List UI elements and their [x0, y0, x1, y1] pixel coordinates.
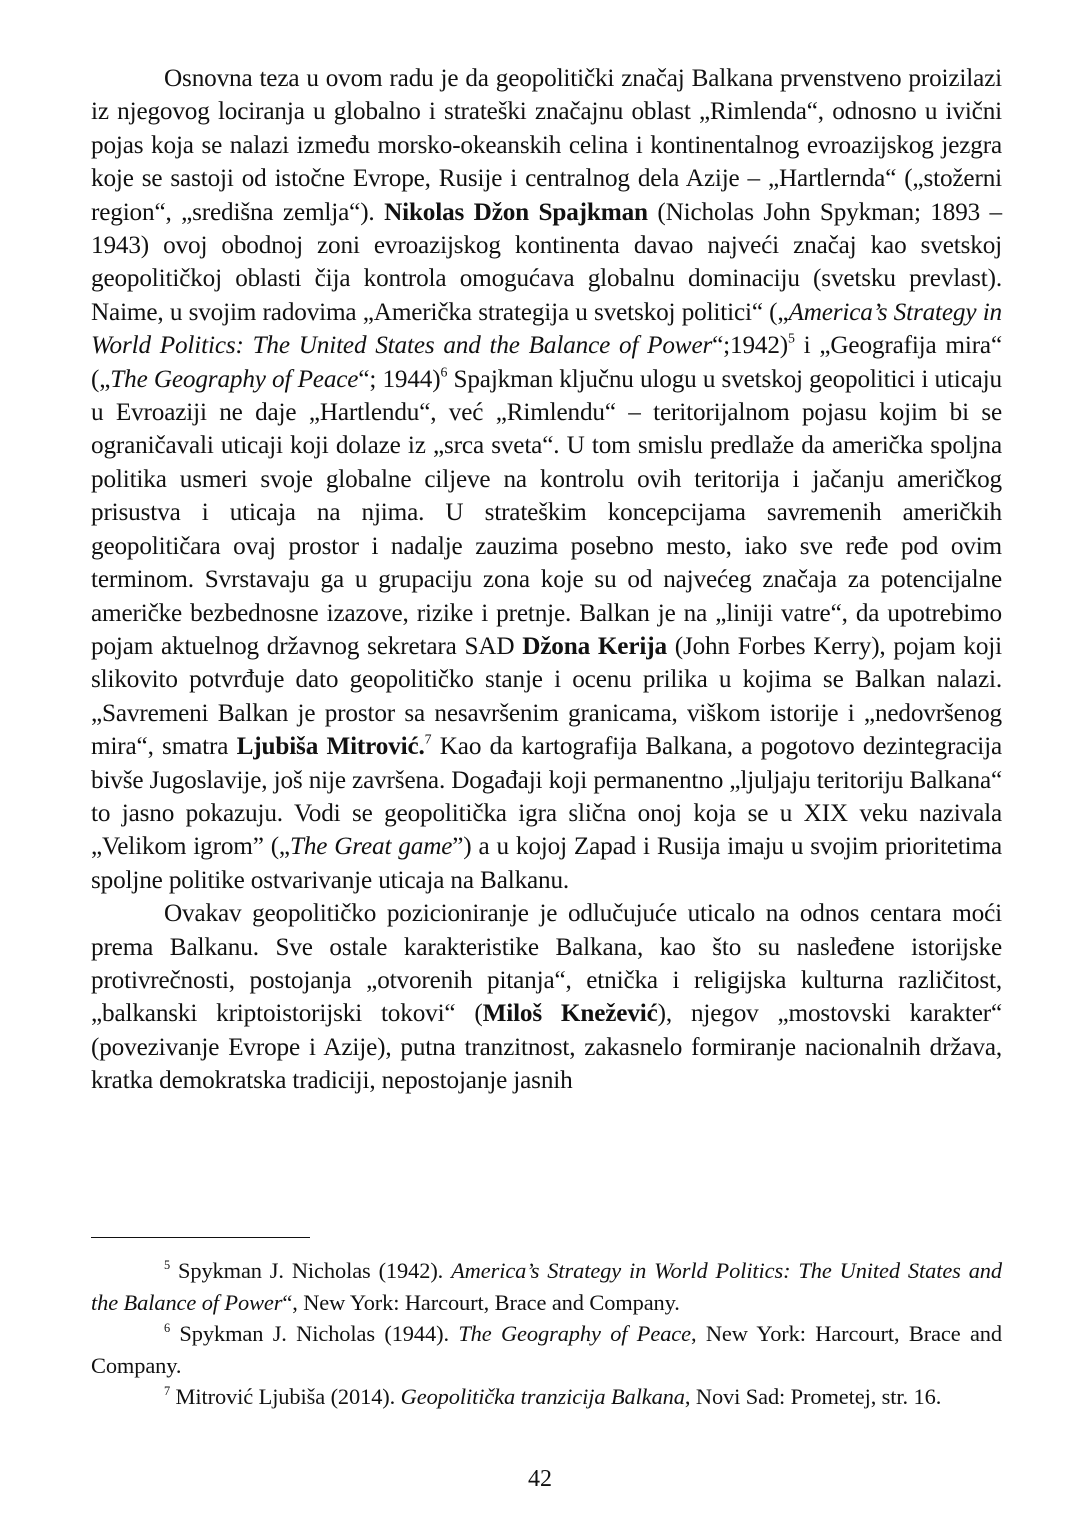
- bold-name: Miloš Knežević: [482, 1000, 658, 1028]
- footnote: [91, 1318, 1002, 1381]
- footnote: [91, 1381, 1002, 1413]
- text-run: Spajkman ključnu ulogu u svetskoj geopolitici i uticaju u Evroaziji ne daje „Hartlendu“, već „Rimlendu“ – teritorijalnom pojasu kojim bi se ograničavali uticaji koji dolaze iz „srca sveta“. U tom smislu predlaže da američka spoljna politika usmeri svoje globalne ciljeve na kontrolu ovih teritorija i jačanju američkog prisustva i uticaja na njima. U strateškim koncepcijama savremenih američkih geopolitičara ovaj prostor i nadalje zauzima posebno mesto, iako sve ređe pod ovim terminom. Svrstavaju ga u grupaciju zona koje su od najvećeg značaja za potencijalne američke bezbednosne izazove, rizike i pretnje. Balkan je na „liniji vatre“, da upotrebimo pojam aktuelnog državnog sekretara SAD: [91, 365, 1002, 660]
- text-run: ), njegov „mostovski karakter“ (povezivanje Evrope i Azije), putna tranzitnost, zakasnelo formiranje nacionalnih država, kratka demokratska tradiciji, nepostojanje jasnih: [91, 1000, 1002, 1095]
- italic-title: America’s Strategy in World Politics: The United States and the Balance of Power: [91, 298, 1002, 360]
- page-number: 42: [528, 1466, 552, 1492]
- text-run: (John Forbes Kerry), pojam koji slikovito potvrđuje dato geopolitičko stanje i ocenu prilika u kojima se Balkan nalazi. „Savremeni Balkan je prostor sa nesavršenim granicama, viškom istorije i „nedovršenog mira“, smatra: [91, 632, 1002, 761]
- footnotes: [91, 1255, 1002, 1413]
- footnote-marker[interactable]: 5: [164, 1257, 171, 1272]
- text-run: Mitrović Ljubiša (2014).: [170, 1384, 401, 1409]
- footnote-separator: [91, 1237, 310, 1238]
- text-run: , New York: Harcourt, Brace and Company.: [91, 1321, 1002, 1378]
- text-run: (Nicholas John Spykman; 1893 – 1943) ovoj obodnoj zoni evroazijskog kontinenta davao najveći značaj kao svetskoj geopolitičkoj oblasti čija kontrola omogućava globalnu dominaciju (svetsku prevlast). Naime, u svojim radovima „Američka strategija u svetskoj politici“ („: [91, 198, 1002, 326]
- footnote: [91, 1255, 1002, 1318]
- text-run: Spykman J. Nicholas (1942).: [170, 1258, 452, 1283]
- footnote-marker[interactable]: 7: [424, 731, 432, 747]
- italic-title: The Geography of Peace: [110, 365, 359, 393]
- page-body: [91, 62, 1002, 1098]
- paragraph: [91, 62, 1002, 897]
- text-run: i „Geografija mira“ („: [91, 332, 1002, 393]
- bold-name: Ljubiša Mitrović: [236, 733, 419, 761]
- text-run: “; 1944): [358, 365, 441, 393]
- text-run: Ovakav geopolitičko pozicioniranje je odlučujuće uticalo na odnos centara moći prema Balkanu. Sve ostale karakteristike Balkana, kao što su nasleđene istorijske protivrečnosti, postojanja „otvorenih pitanja“, etnička i religijska kulturna različitost, „balkanski kriptoistorijski tokovi“ (: [91, 900, 1002, 1028]
- italic-title: Geopolitička tranzicija Balkana: [400, 1384, 685, 1409]
- text-run: Osnovna teza u ovom radu je da geopolitički značaj Balkana prvenstveno proizilazi iz njegovog lociranja u globalno i strateški značajnu oblast „Rimlenda“, odnosno u ivični pojas koja se nalazi između morsko-okeanskih celina i kontinentalnog evroazijskog jezgra koje se sastoji od istočne Evrope, Rusije i centralnog dela Azije – „Hartlernda“ („stožerni region“, „središna zemlja“).: [91, 65, 1002, 226]
- text-run: ”) a u kojoj Zapad i Rusija imaju u svojim prioritetima spoljne politike ostvarivanje uticaja na Balkanu.: [91, 833, 1002, 894]
- italic-title: The Geography of Peace: [458, 1321, 691, 1346]
- text-run: Spykman J. Nicholas (1944).: [170, 1321, 459, 1346]
- paragraph: [91, 897, 1002, 1097]
- bold-name: .: [418, 733, 425, 761]
- footnote-marker[interactable]: 6: [440, 364, 448, 380]
- footnote-marker[interactable]: 6: [164, 1320, 171, 1335]
- bold-name: Nikolas Džon Spajkman: [384, 198, 648, 226]
- footnote-marker[interactable]: 7: [164, 1383, 171, 1398]
- text-run: “;1942): [712, 332, 789, 360]
- bold-name: Džona Kerija: [522, 632, 667, 660]
- italic-title: America’s Strategy in World Politics: The United States and the Balance of Power: [91, 1258, 1003, 1315]
- italic-title: The Great game: [289, 833, 453, 861]
- footnote-marker[interactable]: 5: [788, 330, 795, 346]
- text-run: “, New York: Harcourt, Brace and Company.: [282, 1289, 680, 1315]
- text-run: , Novi Sad: Prometej, str. 16.: [684, 1384, 942, 1409]
- text-run: Kao da kartografija Balkana, a pogotovo dezintegracija bivše Jugoslavije, još nije završena. Događaji koji permanentno „ljuljaju teritoriju Balkana“ to jasno pokazuju. Vodi se geopolitička igra slična onoj koja se u XIX veku nazivala „Velikom igrom” („: [91, 733, 1002, 861]
